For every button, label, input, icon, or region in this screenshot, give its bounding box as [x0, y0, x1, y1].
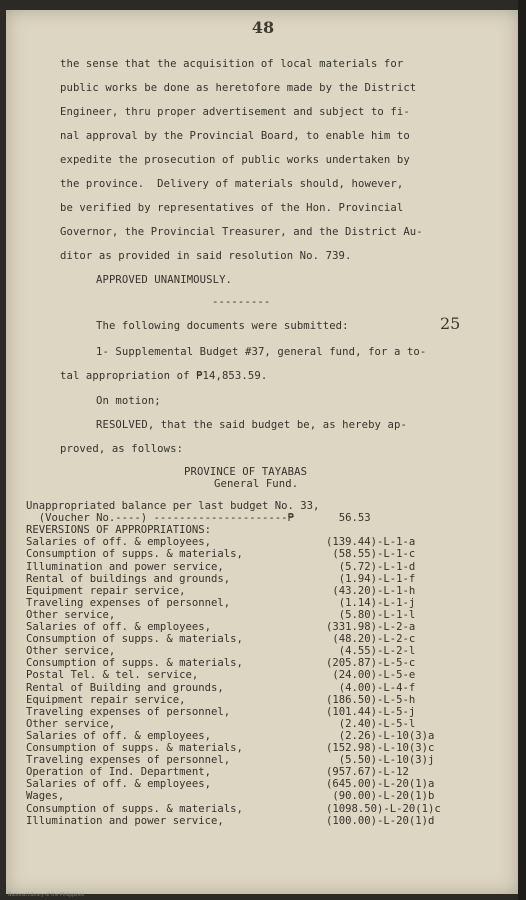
ledger-row: [26, 597, 466, 609]
ledger-row: [26, 730, 466, 742]
ledger-row: [26, 609, 466, 621]
ledger-row: [26, 669, 466, 681]
ledger-label: Operation of Ind. Department,: [26, 766, 211, 779]
ledger-label: Illumination and power service,: [26, 814, 224, 827]
ledger-label: Salaries of off. & employees,: [26, 729, 211, 742]
body-line: nal approval by the Provincial Board, to enable him to: [60, 130, 410, 142]
ledger-row: [26, 657, 466, 669]
ledger-row: [26, 694, 466, 706]
ledger-label: Other service,: [26, 717, 116, 730]
ledger-row: [26, 633, 466, 645]
ledger-row: [26, 645, 466, 657]
ledger-amount: (90.00)-L-20(1)b: [326, 790, 435, 803]
body-line: Governor, the Provincial Treasurer, and the District Au-: [60, 226, 423, 238]
ledger-amount: (4.55)-L-2-l: [326, 645, 416, 658]
ledger-amount: (1.14)-L-1-j: [326, 596, 416, 609]
body-line: the sense that the acquisition of local materials for: [60, 58, 404, 70]
scan-edge: [518, 0, 526, 900]
ledger-label: Salaries of off. & employees,: [26, 621, 211, 633]
ledger-label: Equipment repair service,: [26, 584, 186, 597]
ledger-row: [26, 803, 466, 815]
ledger-label: Consumption of supps. & materials,: [26, 802, 243, 815]
ledger-label: Postal Tel. & tel. service,: [26, 669, 199, 682]
ledger-label: Consumption of supps. & materials,: [26, 548, 243, 561]
ledger-label: Salaries of off. & employees,: [26, 536, 211, 549]
ledger-label: Traveling expenses of personnel,: [26, 754, 231, 767]
margin-note: 25: [440, 314, 461, 333]
ledger-label: Traveling expenses of personnel,: [26, 596, 231, 609]
ledger-amount: (1098.50)-L-20(1)c: [326, 802, 441, 815]
ledger-label: Other service,: [26, 645, 116, 658]
ledger-row: [26, 815, 466, 827]
ledger-row: [26, 790, 466, 802]
ledger-label: Illumination and power service,: [26, 560, 224, 573]
ledger-amount: (43.20)-L-1-h: [326, 584, 416, 597]
body-line: The following documents were submitted:: [96, 320, 349, 332]
ledger-label: Salaries of off. & employees,: [26, 778, 211, 791]
ledger-label: Rental of buildings and grounds,: [26, 572, 231, 585]
footer-credit: National Library of the Philippines: [8, 893, 85, 898]
page-number: 48: [251, 18, 275, 37]
ledger-row: [26, 585, 466, 597]
ledger-label: Equipment repair service,: [26, 693, 186, 706]
ledger-label: Consumption of supps. & materials,: [26, 657, 243, 670]
ledger-label: Traveling expenses of personnel,: [26, 705, 231, 718]
ledger-amount: (48.20)-L-2-c: [326, 633, 416, 646]
ledger-label: (Voucher No.----) ---------------------₱: [26, 512, 294, 525]
ledger-amount: (1.94)-L-1-f: [326, 572, 416, 585]
ledger-amount: (5.80)-L-1-l: [326, 608, 416, 621]
body-line: be verified by representatives of the Hon. Provincial: [60, 202, 404, 214]
ledger-row: [26, 561, 466, 573]
ledger-row: [26, 621, 466, 633]
ledger-amount: (186.50)-L-5-h: [326, 693, 416, 706]
ledger-row: [26, 778, 466, 790]
ledger-amount: (2.26)-L-10(3)a: [326, 729, 435, 742]
ledger-label: Rental of Building and grounds,: [26, 681, 224, 694]
ledger-amount: (645.00)-L-20(1)a: [326, 778, 435, 791]
ledger-label: Consumption of supps. & materials,: [26, 742, 243, 754]
ledger-amount: (957.67)-L-12: [326, 766, 409, 779]
ledger-row: [26, 682, 466, 694]
ledger-amount: (5.50)-L-10(3)j: [326, 754, 435, 767]
ledger-row: [26, 500, 466, 512]
ledger-label: Consumption of supps. & materials,: [26, 633, 243, 646]
ledger-amount: (4.00)-L-4-f: [326, 681, 416, 694]
body-line: RESOLVED, that the said budget be, as hereby ap-: [96, 419, 407, 431]
approval-line: APPROVED UNANIMOUSLY.: [96, 274, 233, 286]
ledger-amount: (152.98)-L-10(3)c: [326, 742, 435, 754]
body-line: On motion;: [96, 395, 161, 407]
body-line: the province. Delivery of materials should, however,: [60, 178, 404, 190]
ledger-row: [26, 718, 466, 730]
ledger-amount: (5.72)-L-1-d: [326, 560, 416, 573]
ledger-amount: (100.00)-L-20(1)d: [326, 814, 435, 827]
body-line: expedite the prosecution of public works undertaken by: [60, 154, 410, 166]
ledger-amount: 56.53: [326, 512, 371, 525]
ledger-amount: (205.87)-L-5-c: [326, 657, 416, 670]
ledger-row: [26, 548, 466, 560]
ledger-row: [26, 512, 466, 524]
ledger-amount: (2.40)-L-5-l: [326, 717, 416, 730]
ledger-label: Other service,: [26, 608, 116, 621]
section-heading: PROVINCE OF TAYABAS: [184, 466, 308, 478]
body-line: public works be done as heretofore made by the District: [60, 82, 417, 94]
ledger-row: [26, 536, 466, 548]
ledger-amount: (58.55)-L-1-c: [326, 548, 416, 561]
body-line: Engineer, thru proper advertisement and subject to fi-: [60, 106, 410, 118]
ledger-row: [26, 742, 466, 754]
section-subheading: General Fund.: [214, 478, 299, 490]
ledger-amount: (139.44)-L-1-a: [326, 536, 416, 549]
ledger-row: [26, 524, 466, 536]
ledger-row: [26, 766, 466, 778]
body-line: proved, as follows:: [60, 443, 184, 455]
ledger-row: [26, 754, 466, 766]
ledger-row: [26, 706, 466, 718]
body-line: ditor as provided in said resolution No. 739.: [60, 250, 352, 262]
ledger-amount: (331.98)-L-2-a: [326, 621, 416, 633]
separator-line: ---------: [212, 296, 271, 308]
ledger-label: Wages,: [26, 790, 65, 803]
ledger-label: Unappropriated balance per last budget No. 33,: [26, 500, 320, 512]
body-line: 1- Supplemental Budget #37, general fund, for a to-: [96, 346, 427, 358]
ledger-amount: (24.00)-L-5-e: [326, 669, 416, 682]
ledger-label: REVERSIONS OF APPROPRIATIONS:: [26, 524, 211, 537]
ledger-row: [26, 573, 466, 585]
ledger-amount: (101.44)-L-5-j: [326, 705, 416, 718]
body-line: tal appropriation of ₱14,853.59.: [60, 370, 268, 382]
